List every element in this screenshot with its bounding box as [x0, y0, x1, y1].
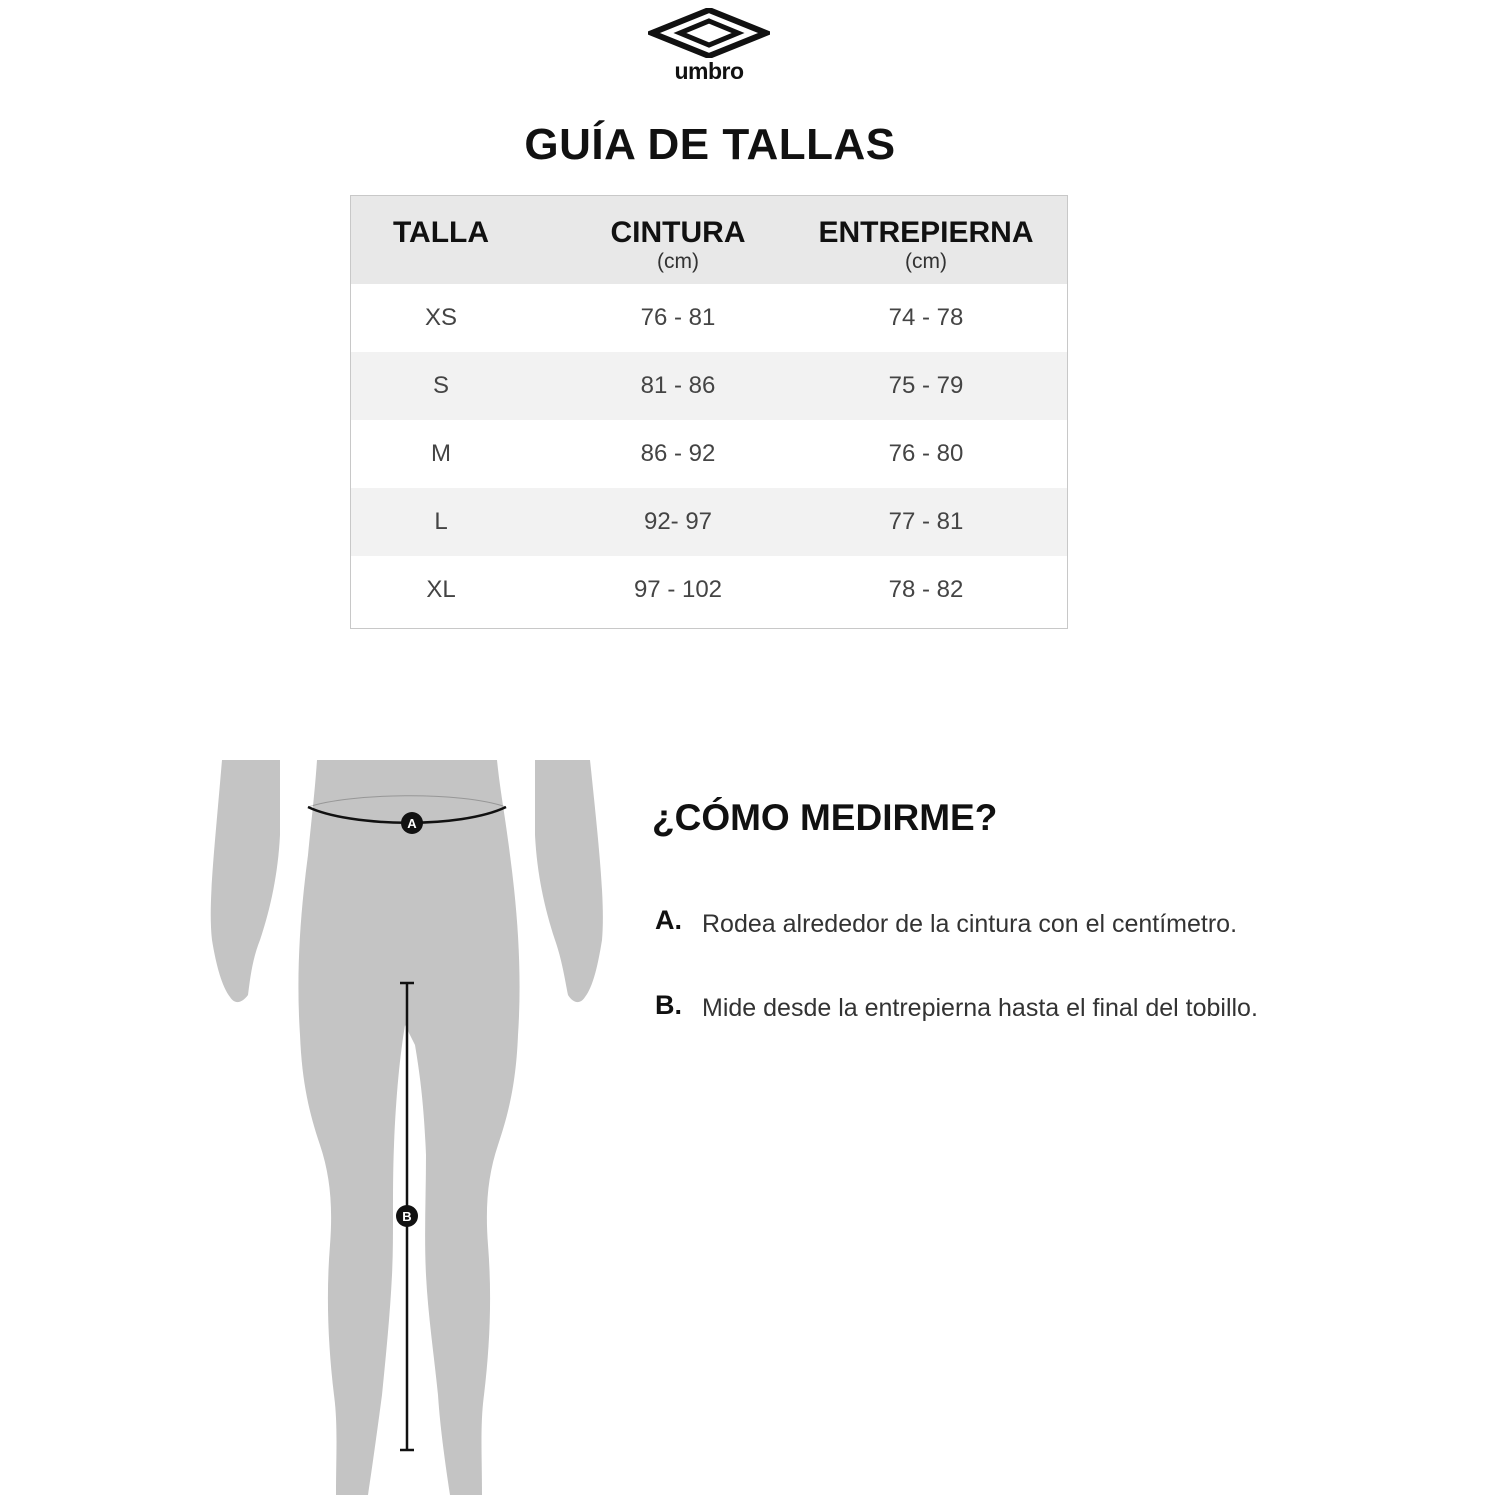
size-cell: XS [424, 304, 457, 331]
step-b-text: Mide desde la entrepierna hasta el final del tobillo. [702, 994, 1258, 1022]
size-cell: L [434, 508, 448, 535]
table-row [351, 556, 1067, 624]
table-row [351, 420, 1067, 488]
right-arm [535, 760, 603, 1002]
logo-wordmark: umbro [674, 58, 744, 84]
umbro-logo [648, 8, 770, 88]
waist-cell: 76 - 81 [640, 304, 716, 331]
table-header [351, 196, 1067, 284]
step-a-text: Rodea alrededor de la cintura con el centímetro. [702, 910, 1238, 938]
waist-cell: 86 - 92 [640, 440, 716, 467]
header-inseam: ENTREPIERNA [818, 216, 1034, 249]
torso-and-legs [298, 760, 519, 1495]
waist-cell: 92- 97 [643, 508, 713, 535]
size-table [350, 195, 1068, 629]
umbro-diamond-icon [648, 8, 770, 58]
body-measurement-figure [200, 755, 620, 1500]
size-cell: M [431, 440, 451, 467]
inseam-cell: 74 - 78 [888, 304, 964, 331]
page-title: GUÍA DE TALLAS [524, 120, 896, 169]
body-silhouette [200, 755, 620, 1500]
inseam-cell: 77 - 81 [888, 508, 964, 535]
step-b-letter: B. [655, 990, 682, 1020]
header-inseam-unit: (cm) [905, 250, 947, 273]
header-waist-unit: (cm) [657, 250, 699, 273]
inseam-cell: 75 - 79 [888, 372, 964, 399]
waist-cell: 97 - 102 [633, 576, 723, 603]
header-waist: CINTURA [610, 216, 746, 249]
inseam-cell: 78 - 82 [888, 576, 964, 603]
size-cell: XL [426, 576, 456, 603]
marker-a-label: A [407, 816, 417, 831]
how-to-title: ¿CÓMO MEDIRME? [652, 797, 998, 838]
table-row [351, 488, 1067, 556]
size-cell: S [432, 372, 449, 399]
inseam-cell: 76 - 80 [888, 440, 964, 467]
table-row [351, 284, 1067, 352]
waist-cell: 81 - 86 [640, 372, 716, 399]
left-arm [211, 760, 280, 1002]
header-size: TALLA [392, 216, 490, 249]
table-row [351, 352, 1067, 420]
marker-b-label: B [402, 1209, 412, 1224]
step-a-letter: A. [655, 905, 682, 935]
